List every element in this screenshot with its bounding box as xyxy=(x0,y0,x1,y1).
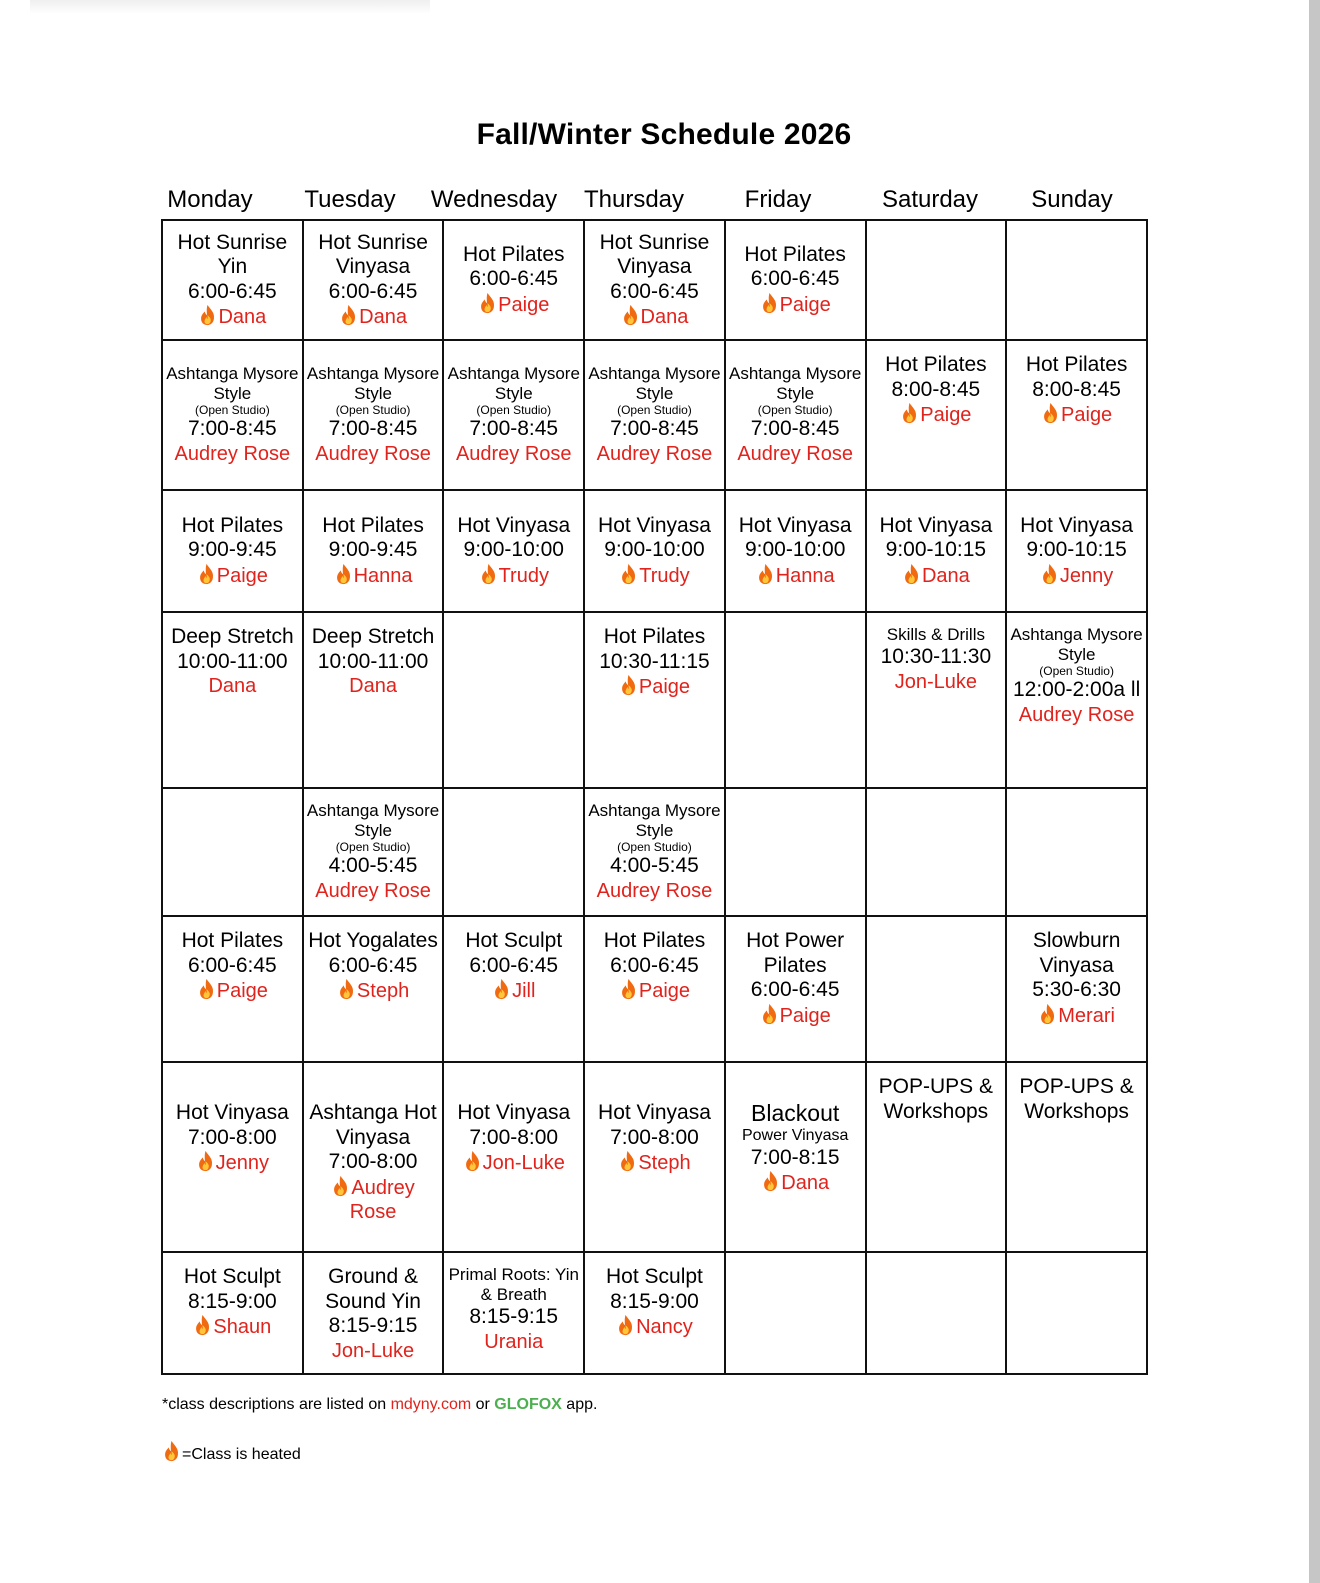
class-name: Hot Pilates xyxy=(603,625,706,648)
class-name: Hot Pilates xyxy=(603,929,706,952)
class-note: (Open Studio) xyxy=(617,403,692,417)
class-name: Skills & Drills xyxy=(886,625,985,644)
instructor-name xyxy=(165,1314,300,1340)
class-slot[interactable] xyxy=(303,1252,444,1374)
footer-note xyxy=(162,1396,597,1414)
instructor-name xyxy=(165,563,300,589)
empty-slot xyxy=(725,788,866,916)
class-name: Ashtanga Mysore Style xyxy=(306,364,440,403)
empty-slot xyxy=(1006,220,1147,340)
class-name: Hot Vinyasa xyxy=(598,1101,711,1124)
day-header-wednesday: Wednesday xyxy=(430,186,558,213)
class-time: 6:00-6:45 xyxy=(187,953,277,977)
class-name: POP-UPS & Workshops xyxy=(1019,1075,1134,1123)
class-slot[interactable] xyxy=(443,490,584,612)
flame-icon xyxy=(1041,402,1060,424)
instructor-name xyxy=(869,563,1004,589)
class-time: 7:00-8:45 xyxy=(610,417,699,440)
class-name: Hot Vinyasa xyxy=(1020,513,1134,537)
class-note: (Open Studio) xyxy=(617,840,692,854)
instructor-name xyxy=(587,879,722,904)
class-name: Hot Vinyasa xyxy=(457,1101,571,1124)
instructor-label: Urania xyxy=(484,1330,544,1353)
instructor-label: Merari xyxy=(1058,1004,1115,1027)
footer-middle: or xyxy=(471,1396,495,1413)
instructor-name xyxy=(165,442,300,467)
class-name: Ashtanga Mysore Style xyxy=(588,801,721,840)
class-time: 10:30-11:15 xyxy=(599,649,710,673)
class-name: Ashtanga Mysore Style xyxy=(166,364,299,403)
instructor-name xyxy=(306,304,441,330)
class-slot[interactable] xyxy=(584,490,725,612)
class-time: 5:30-6:30 xyxy=(1032,978,1121,1001)
class-slot[interactable] xyxy=(725,916,866,1062)
class-slot[interactable] xyxy=(866,490,1007,612)
class-slot[interactable] xyxy=(584,916,725,1062)
flame-icon xyxy=(756,563,775,585)
schedule-row xyxy=(162,220,1147,340)
empty-slot xyxy=(725,1252,866,1374)
class-name: Hot Pilates xyxy=(181,929,284,952)
empty-slot xyxy=(1006,1252,1147,1374)
class-slot[interactable] xyxy=(303,788,444,916)
class-slot[interactable] xyxy=(1006,612,1147,788)
instructor-name xyxy=(306,674,441,699)
legend-text: =Class is heated xyxy=(182,1446,301,1463)
class-time: 6:00-6:45 xyxy=(187,279,277,303)
instructor-label: Jon-Luke xyxy=(331,1339,415,1362)
instructor-label: Paige xyxy=(920,404,972,426)
class-time: 8:15-9:00 xyxy=(610,1289,699,1313)
flame-icon xyxy=(198,304,217,326)
instructor-name xyxy=(306,563,441,589)
class-slot[interactable] xyxy=(584,220,725,340)
class-name: Hot Vinyasa xyxy=(598,513,711,537)
class-name: Blackout xyxy=(751,1100,840,1126)
heated-legend xyxy=(162,1440,301,1464)
class-time: 12:00-2:00a ll xyxy=(1012,678,1141,701)
instructor-name xyxy=(587,563,722,589)
class-slot[interactable] xyxy=(443,1252,584,1374)
class-name: Hot Vinyasa xyxy=(457,513,571,537)
empty-slot xyxy=(866,220,1007,340)
instructor-name xyxy=(446,563,581,589)
class-slot[interactable] xyxy=(584,612,725,788)
instructor-name xyxy=(869,670,1004,695)
empty-slot xyxy=(443,788,584,916)
instructor-label: Dana xyxy=(921,564,970,587)
flame-icon xyxy=(479,563,498,585)
instructor-name xyxy=(306,1175,441,1225)
instructor-label: Audrey Rose xyxy=(455,442,572,465)
instructor-label: Audrey Rose xyxy=(737,442,853,465)
flame-icon xyxy=(621,304,640,326)
class-name: Hot Sunrise Vinyasa xyxy=(599,230,710,278)
instructor-label: Paige xyxy=(1061,404,1113,426)
flame-icon xyxy=(478,292,497,314)
page-edge xyxy=(1309,0,1320,1583)
instructor-name xyxy=(1009,1003,1144,1029)
class-time: 8:15-9:15 xyxy=(328,1314,418,1337)
instructor-label: Audrey Rose xyxy=(1018,703,1135,726)
instructor-name xyxy=(1009,563,1144,589)
website-link[interactable]: mdyny.com xyxy=(390,1396,472,1413)
class-time: 7:00-8:00 xyxy=(469,1125,559,1149)
class-name: Hot Vinyasa xyxy=(879,513,993,537)
instructor-name xyxy=(165,674,300,699)
flame-icon xyxy=(492,978,511,1000)
flame-icon xyxy=(197,978,216,1000)
instructor-label: Shaun xyxy=(213,1316,272,1338)
flame-icon xyxy=(197,563,216,585)
flame-icon xyxy=(618,1150,637,1172)
instructor-label: Paige xyxy=(638,980,691,1002)
instructor-label: Audrey Rose xyxy=(315,442,431,465)
class-name: Hot Yogalates xyxy=(308,929,438,952)
class-slot[interactable] xyxy=(443,916,584,1062)
class-note: (Open Studio) xyxy=(1039,664,1114,678)
instructor-label: Hanna xyxy=(775,564,835,587)
instructor-name xyxy=(587,1150,722,1176)
flame-icon xyxy=(463,1150,482,1172)
instructor-label: Jon-Luke xyxy=(894,670,977,693)
instructor-name xyxy=(728,442,863,467)
app-name: GLOFOX xyxy=(494,1396,562,1413)
class-time: 4:00-5:45 xyxy=(610,854,699,877)
day-header-monday: Monday xyxy=(167,186,253,213)
instructor-label: Dana xyxy=(218,306,267,328)
empty-slot xyxy=(162,788,303,916)
day-header-saturday: Saturday xyxy=(881,186,979,213)
class-slot[interactable] xyxy=(443,220,584,340)
class-name: POP-UPS & Workshops xyxy=(878,1075,994,1123)
class-name: Hot Pilates xyxy=(181,513,284,537)
day-header-sunday: Sunday xyxy=(1031,186,1113,213)
instructor-label: Hanna xyxy=(353,564,413,587)
instructor-name xyxy=(446,1150,581,1176)
class-slot[interactable] xyxy=(1006,916,1147,1062)
flame-icon xyxy=(1040,563,1059,585)
schedule-row xyxy=(162,1252,1147,1374)
class-slot[interactable] xyxy=(725,340,866,490)
top-shadow xyxy=(30,0,430,14)
class-name: Hot Sculpt xyxy=(183,1265,281,1288)
class-time: 9:00-10:00 xyxy=(744,538,846,562)
instructor-label: Audrey Rose xyxy=(596,879,713,902)
flame-icon xyxy=(193,1314,212,1336)
class-slot[interactable] xyxy=(866,1062,1007,1252)
instructor-name xyxy=(587,978,722,1004)
class-slot[interactable] xyxy=(303,916,444,1062)
class-name: Hot Sculpt xyxy=(465,929,563,952)
instructor-name xyxy=(1009,703,1144,728)
instructor-label: Steph xyxy=(638,1152,691,1174)
instructor-label: Trudy xyxy=(498,564,549,587)
class-time: 6:00-6:45 xyxy=(750,267,840,291)
schedule-row xyxy=(162,490,1147,612)
flame-icon xyxy=(900,402,919,424)
class-time: 9:00-10:00 xyxy=(604,538,705,562)
flame-icon xyxy=(337,978,356,1000)
instructor-name xyxy=(306,978,441,1004)
class-name: Hot Pilates xyxy=(885,353,987,376)
class-time: 9:00-10:15 xyxy=(1026,538,1127,562)
instructor-label: Audrey Rose xyxy=(315,879,431,902)
instructor-name xyxy=(306,879,441,904)
flame-icon xyxy=(1038,1003,1057,1025)
day-header-tuesday: Tuesday xyxy=(304,186,396,213)
flame-icon xyxy=(196,1150,215,1172)
schedule-row xyxy=(162,612,1147,788)
class-time: 6:00-6:45 xyxy=(328,953,418,977)
class-note: (Open Studio) xyxy=(335,840,411,854)
class-time: 9:00-9:45 xyxy=(328,538,418,562)
instructor-name xyxy=(446,1330,581,1355)
instructor-label: Jon-Luke xyxy=(482,1152,565,1174)
class-time: 7:00-8:00 xyxy=(328,1150,418,1173)
class-slot[interactable] xyxy=(584,1252,725,1374)
class-slot[interactable] xyxy=(1006,340,1147,490)
class-slot[interactable] xyxy=(303,1062,444,1252)
class-time: 9:00-10:00 xyxy=(463,538,564,562)
class-slot[interactable] xyxy=(162,612,303,788)
instructor-label: Dana xyxy=(781,1172,830,1194)
class-time: 8:15-9:15 xyxy=(469,1305,559,1328)
class-slot[interactable] xyxy=(725,490,866,612)
instructor-label: Dana xyxy=(359,306,407,328)
class-time: 8:00-8:45 xyxy=(891,377,981,401)
class-slot[interactable] xyxy=(584,1062,725,1252)
class-slot[interactable] xyxy=(162,916,303,1062)
instructor-label: Dana xyxy=(349,675,397,697)
class-name: Ground & Sound Yin xyxy=(325,1265,421,1313)
instructor-name xyxy=(306,442,441,467)
class-time: 7:00-8:00 xyxy=(610,1125,699,1149)
class-slot[interactable] xyxy=(1006,490,1147,612)
instructor-label: Paige xyxy=(779,293,831,316)
class-name: Ashtanga Mysore Style xyxy=(306,801,440,840)
class-slot[interactable] xyxy=(162,340,303,490)
flame-icon xyxy=(339,304,358,326)
flame-icon xyxy=(761,1170,780,1192)
class-time: 7:00-8:15 xyxy=(750,1145,840,1169)
instructor-label: Nancy xyxy=(636,1316,693,1338)
footer-suffix: app. xyxy=(561,1396,598,1413)
class-name: Primal Roots: Yin & Breath xyxy=(448,1265,579,1304)
instructor-name xyxy=(446,978,581,1004)
flame-icon xyxy=(619,563,638,585)
flame-icon xyxy=(334,563,353,585)
instructor-label: Paige xyxy=(216,564,268,587)
class-name: Slowburn Vinyasa xyxy=(1032,929,1121,977)
instructor-label: Audrey Rose xyxy=(174,442,291,465)
empty-slot xyxy=(866,1252,1007,1374)
class-name: Deep Stretch xyxy=(311,625,435,648)
class-time: 10:00-11:00 xyxy=(317,649,429,673)
instructor-label: Paige xyxy=(216,980,268,1002)
instructor-name xyxy=(587,674,722,700)
class-name: Hot Pilates xyxy=(462,242,565,266)
flame-icon xyxy=(162,1446,182,1463)
instructor-name xyxy=(728,292,863,318)
empty-slot xyxy=(866,916,1007,1062)
instructor-name xyxy=(587,304,722,330)
instructor-label: Dana xyxy=(208,675,257,697)
class-name: Ashtanga Mysore Style xyxy=(588,364,721,403)
class-name: Ashtanga Mysore Style xyxy=(447,364,580,403)
instructor-name xyxy=(1009,402,1144,428)
instructor-label: Jill xyxy=(512,980,536,1002)
instructor-label: Audrey Rose xyxy=(596,442,713,465)
class-time: 7:00-8:45 xyxy=(469,417,559,440)
day-header-thursday: Thursday xyxy=(583,186,685,213)
schedule-table xyxy=(161,219,1148,1375)
class-slot[interactable] xyxy=(162,1062,303,1252)
class-slot[interactable] xyxy=(866,340,1007,490)
empty-slot xyxy=(866,788,1007,916)
class-note: (Open Studio) xyxy=(194,403,270,417)
class-time: 6:00-6:45 xyxy=(750,978,840,1001)
instructor-name xyxy=(306,1339,441,1364)
class-slot[interactable] xyxy=(303,340,444,490)
instructor-name xyxy=(165,1150,300,1176)
class-name: Ashtanga Mysore Style xyxy=(1010,625,1143,664)
class-slot[interactable] xyxy=(443,1062,584,1252)
flame-icon xyxy=(902,563,921,585)
instructor-label: Jenny xyxy=(215,1152,270,1174)
class-name: Hot Sculpt xyxy=(606,1265,703,1288)
instructor-label: Paige xyxy=(779,1004,831,1027)
instructor-label: Jenny xyxy=(1059,564,1114,587)
footer-prefix: *class descriptions are listed on xyxy=(162,1396,391,1413)
flame-icon xyxy=(760,292,779,314)
instructor-name xyxy=(165,978,300,1004)
instructor-label: Trudy xyxy=(639,564,690,587)
class-name: Hot Power Pilates xyxy=(746,929,845,977)
flame-icon xyxy=(619,978,638,1000)
class-name: Hot Vinyasa xyxy=(175,1101,289,1124)
instructor-name xyxy=(869,402,1004,428)
class-time: 7:00-8:00 xyxy=(187,1125,277,1149)
class-note: (Open Studio) xyxy=(757,403,833,417)
class-slot[interactable] xyxy=(584,788,725,916)
empty-slot xyxy=(725,612,866,788)
class-time: 7:00-8:45 xyxy=(187,417,277,440)
class-note: (Open Studio) xyxy=(335,403,411,417)
class-name: Hot Pilates xyxy=(1025,353,1128,376)
class-slot[interactable] xyxy=(162,220,303,340)
class-time: 4:00-5:45 xyxy=(328,854,418,877)
class-slot[interactable] xyxy=(303,612,444,788)
instructor-name xyxy=(728,1170,863,1196)
instructor-label: Audrey Rose xyxy=(349,1176,415,1223)
class-name: Hot Pilates xyxy=(322,513,424,537)
instructor-label: Steph xyxy=(356,980,410,1002)
class-time: 6:00-6:45 xyxy=(469,267,559,291)
instructor-name xyxy=(165,304,300,330)
class-name: Hot Vinyasa xyxy=(738,513,852,537)
class-slot[interactable] xyxy=(725,1062,866,1252)
class-time: 7:00-8:45 xyxy=(328,417,418,440)
class-name: Hot Pilates xyxy=(744,242,846,266)
empty-slot xyxy=(1006,788,1147,916)
flame-icon xyxy=(331,1175,350,1197)
class-slot[interactable] xyxy=(162,1252,303,1374)
class-slot[interactable] xyxy=(443,340,584,490)
instructor-name xyxy=(728,563,863,589)
class-slot[interactable] xyxy=(866,612,1007,788)
flame-icon xyxy=(760,1003,779,1025)
instructor-label: Dana xyxy=(640,306,689,328)
schedule-row xyxy=(162,1062,1147,1252)
instructor-name xyxy=(728,1003,863,1029)
class-slot[interactable] xyxy=(303,490,444,612)
class-name: Deep Stretch xyxy=(171,625,294,648)
day-header-friday: Friday xyxy=(744,186,812,213)
class-name: Hot Sunrise Yin xyxy=(177,230,288,278)
class-time: 10:30-11:30 xyxy=(880,645,992,668)
instructor-name xyxy=(587,442,722,467)
class-name: Ashtanga Hot Vinyasa xyxy=(309,1101,437,1149)
class-slot[interactable] xyxy=(725,220,866,340)
instructor-name xyxy=(446,442,581,467)
empty-slot xyxy=(443,612,584,788)
class-time: 9:00-10:15 xyxy=(885,538,987,562)
class-time: 6:00-6:45 xyxy=(610,279,699,303)
class-note: Power Vinyasa xyxy=(741,1126,849,1144)
schedule-row xyxy=(162,916,1147,1062)
flame-icon xyxy=(162,1440,181,1462)
class-slot[interactable] xyxy=(584,340,725,490)
class-time: 6:00-6:45 xyxy=(328,279,418,303)
page-title: Fall/Winter Schedule 2026 xyxy=(476,118,852,151)
schedule-row xyxy=(162,788,1147,916)
instructor-label: Paige xyxy=(638,676,691,698)
class-time: 8:15-9:00 xyxy=(187,1289,277,1313)
flame-icon xyxy=(616,1314,635,1336)
class-time: 6:00-6:45 xyxy=(469,953,559,977)
class-time: 7:00-8:45 xyxy=(750,417,840,440)
class-time: 6:00-6:45 xyxy=(610,953,699,977)
class-name: Ashtanga Mysore Style xyxy=(729,364,862,403)
schedule-row xyxy=(162,340,1147,490)
class-slot[interactable] xyxy=(1006,1062,1147,1252)
instructor-name xyxy=(587,1314,722,1340)
class-time: 10:00-11:00 xyxy=(177,649,288,673)
class-slot[interactable] xyxy=(303,220,444,340)
flame-icon xyxy=(619,674,638,696)
instructor-name xyxy=(446,292,581,318)
instructor-label: Paige xyxy=(498,293,550,316)
class-time: 8:00-8:45 xyxy=(1032,377,1121,401)
class-note: (Open Studio) xyxy=(476,403,552,417)
class-name: Hot Sunrise Vinyasa xyxy=(318,230,428,278)
class-slot[interactable] xyxy=(162,490,303,612)
class-time: 9:00-9:45 xyxy=(187,538,277,562)
